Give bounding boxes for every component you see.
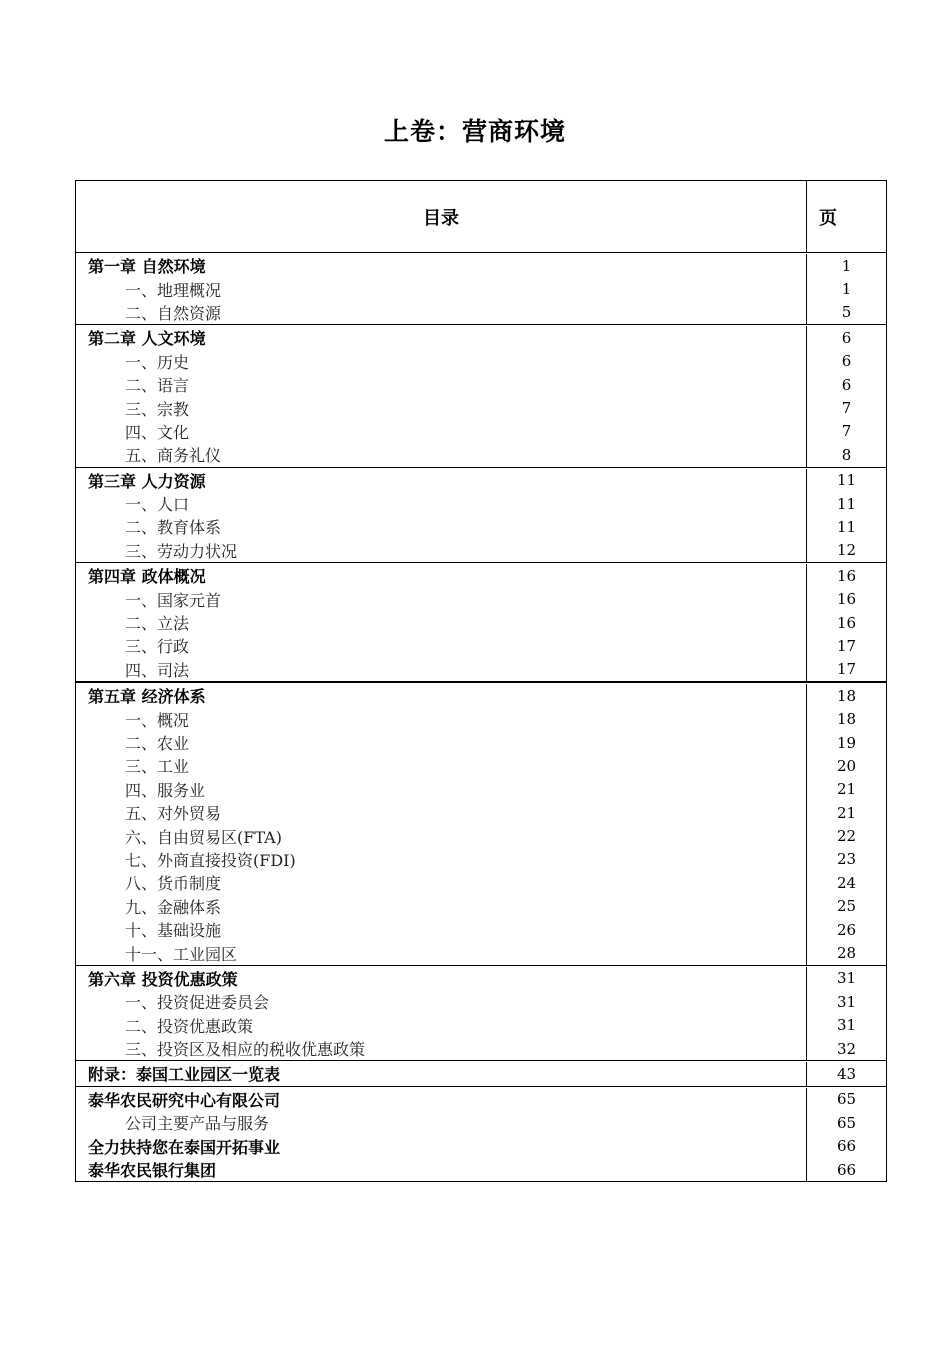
toc-page-number: 11 <box>806 515 886 538</box>
toc-page-number: 21 <box>806 778 886 801</box>
toc-entry-title: 二、教育体系 <box>125 518 222 538</box>
toc-chapter-row[interactable] <box>76 469 886 492</box>
toc-chapter-row[interactable] <box>76 684 886 707</box>
contents-heading: 目录 <box>423 207 459 229</box>
toc-entry-row[interactable] <box>76 611 886 634</box>
toc-entry-row[interactable] <box>76 443 886 466</box>
toc-page-number: 43 <box>806 1062 886 1085</box>
toc-entry-title: 第四章 政体概况 <box>88 567 206 587</box>
toc-entry-title: 一、概况 <box>125 710 190 730</box>
toc-section <box>76 966 886 1062</box>
toc-entry-row[interactable] <box>76 871 886 894</box>
toc-entry-title: 公司主要产品与服务 <box>125 1114 270 1134</box>
toc-entry-row[interactable] <box>76 1014 886 1037</box>
toc-entry-title: 五、对外贸易 <box>125 804 222 824</box>
toc-entry-title: 第五章 经济体系 <box>88 687 206 707</box>
toc-entry-title: 第二章 人文环境 <box>88 329 206 349</box>
toc-entry-row[interactable] <box>76 848 886 871</box>
toc-page-number: 21 <box>806 801 886 824</box>
toc-page-number: 18 <box>806 707 886 730</box>
toc-entry-title: 一、投资促进委员会 <box>125 993 270 1013</box>
toc-page-number: 5 <box>806 301 886 324</box>
toc-page-number: 12 <box>806 539 886 562</box>
toc-header <box>76 181 886 253</box>
toc-entry-title: 一、地理概况 <box>125 280 222 300</box>
toc-chapter-row[interactable] <box>76 1088 886 1111</box>
toc-entry-title: 二、投资优惠政策 <box>125 1016 254 1036</box>
page-heading: 页 <box>806 181 886 252</box>
toc-entry-row[interactable] <box>76 634 886 657</box>
toc-entry-title: 泰华农民研究中心有限公司 <box>88 1090 281 1110</box>
toc-entry-title: 一、国家元首 <box>125 590 222 610</box>
toc-section <box>76 683 886 966</box>
toc-entry-row[interactable] <box>76 350 886 373</box>
toc-entry-title: 三、工业 <box>125 757 190 777</box>
toc-page-number: 1 <box>806 254 886 277</box>
toc-entry-title: 一、历史 <box>125 352 190 372</box>
toc-entry-title: 三、宗教 <box>125 399 190 419</box>
toc-page-number: 6 <box>806 326 886 349</box>
toc-entry-title: 二、自然资源 <box>125 303 222 323</box>
toc-entry-row[interactable] <box>76 539 886 562</box>
toc-page-number: 11 <box>806 469 886 492</box>
toc-entry-row[interactable] <box>76 1037 886 1060</box>
toc-entry-title: 六、自由贸易区(FTA) <box>125 827 282 847</box>
toc-entry-title: 七、外商直接投资(FDI) <box>125 850 296 870</box>
toc-entry-row[interactable] <box>76 396 886 419</box>
toc-entry-row[interactable] <box>76 301 886 324</box>
toc-entry-row[interactable] <box>76 707 886 730</box>
toc-page-number: 66 <box>806 1158 886 1181</box>
toc-entry-title: 三、投资区及相应的税收优惠政策 <box>125 1040 366 1060</box>
toc-page-number: 19 <box>806 731 886 754</box>
toc-section <box>76 1061 886 1086</box>
toc-chapter-row[interactable] <box>76 254 886 277</box>
toc-entry-row[interactable] <box>76 918 886 941</box>
toc-page-number: 8 <box>806 443 886 466</box>
toc-entry-title: 四、服务业 <box>125 780 206 800</box>
toc-section <box>76 468 886 564</box>
toc-entry-title: 十、基础设施 <box>125 921 222 941</box>
toc-entry-row[interactable] <box>76 754 886 777</box>
toc-page-number: 31 <box>806 990 886 1013</box>
toc-entry-title: 二、农业 <box>125 734 190 753</box>
toc-chapter-row[interactable] <box>76 326 886 349</box>
toc-entry-title: 十一、工业园区 <box>125 944 238 964</box>
toc-entry-title: 一、人口 <box>125 495 190 515</box>
toc-page-number: 18 <box>806 684 886 707</box>
toc-entry-row[interactable] <box>76 824 886 847</box>
toc-chapter-row[interactable] <box>76 1134 886 1157</box>
toc-page-number: 65 <box>806 1111 886 1134</box>
toc-page-number: 6 <box>806 350 886 373</box>
toc-entry-row[interactable] <box>76 990 886 1013</box>
toc-entry-title: 四、文化 <box>125 422 190 442</box>
toc-entry-row[interactable] <box>76 895 886 918</box>
toc-entry-row[interactable] <box>76 515 886 538</box>
toc-page-number: 31 <box>806 1014 886 1037</box>
toc-page-number: 32 <box>806 1037 886 1060</box>
toc-page-number: 26 <box>806 918 886 941</box>
toc-entry-row[interactable] <box>76 1111 886 1134</box>
toc-entry-title: 泰华农民银行集团 <box>88 1161 217 1181</box>
toc-chapter-row[interactable] <box>76 564 886 587</box>
toc-entry-title: 四、司法 <box>125 660 190 680</box>
toc-page-number: 31 <box>806 967 886 990</box>
toc-entry-row[interactable] <box>76 731 886 754</box>
toc-page-number: 23 <box>806 848 886 871</box>
toc-entry-title: 三、行政 <box>125 637 190 657</box>
toc-entry-row[interactable] <box>76 778 886 801</box>
toc-page-number: 17 <box>806 634 886 657</box>
toc-page-number: 28 <box>806 941 886 964</box>
toc-entry-title: 第六章 投资优惠政策 <box>88 969 238 989</box>
toc-entry-row[interactable] <box>76 277 886 300</box>
toc-body <box>76 253 886 1181</box>
toc-entry-row[interactable] <box>76 941 886 964</box>
toc-section <box>76 1087 886 1182</box>
toc-entry-row[interactable] <box>76 492 886 515</box>
toc-entry-title: 附录：泰国工业园区一览表 <box>88 1065 281 1085</box>
toc-page-number: 17 <box>806 658 886 681</box>
toc-entry-title: 第三章 人力资源 <box>88 471 206 491</box>
toc-page-number: 65 <box>806 1088 886 1111</box>
toc-entry-row[interactable] <box>76 420 886 443</box>
toc-entry-title: 全力扶持您在泰国开拓事业 <box>88 1137 281 1157</box>
toc-page-number: 7 <box>806 396 886 419</box>
toc-page-number: 11 <box>806 492 886 515</box>
toc-page-number: 16 <box>806 564 886 587</box>
toc-entry-title: 五、商务礼仪 <box>125 446 222 466</box>
toc-page-number: 24 <box>806 871 886 894</box>
toc-entry-title: 九、金融体系 <box>125 897 222 917</box>
toc-chapter-row[interactable] <box>76 1062 886 1085</box>
page-title: 上卷：营商环境 <box>383 117 566 146</box>
toc-entry-row[interactable] <box>76 587 886 610</box>
toc-page-number: 16 <box>806 587 886 610</box>
toc-page-number: 22 <box>806 824 886 847</box>
toc-page-number: 1 <box>806 277 886 300</box>
toc-entry-title: 二、立法 <box>125 614 190 634</box>
toc-page-number: 66 <box>806 1134 886 1157</box>
toc-entry-row[interactable] <box>76 801 886 824</box>
toc-section <box>76 325 886 467</box>
toc-page-number: 25 <box>806 895 886 918</box>
toc-table <box>75 180 887 1182</box>
toc-chapter-row[interactable] <box>76 1158 886 1181</box>
toc-section <box>76 563 886 683</box>
toc-entry-title: 第一章 自然环境 <box>88 257 206 277</box>
toc-entry-title: 三、劳动力状况 <box>125 541 238 561</box>
toc-page-number: 6 <box>806 373 886 396</box>
toc-chapter-row[interactable] <box>76 967 886 990</box>
toc-section <box>76 253 886 325</box>
toc-page-number: 20 <box>806 754 886 777</box>
toc-page-number: 16 <box>806 611 886 634</box>
toc-entry-row[interactable] <box>76 658 886 681</box>
toc-entry-title: 八、货币制度 <box>125 874 222 894</box>
toc-entry-title: 二、语言 <box>125 376 190 396</box>
toc-page-number: 7 <box>806 420 886 443</box>
toc-entry-row[interactable] <box>76 373 886 396</box>
